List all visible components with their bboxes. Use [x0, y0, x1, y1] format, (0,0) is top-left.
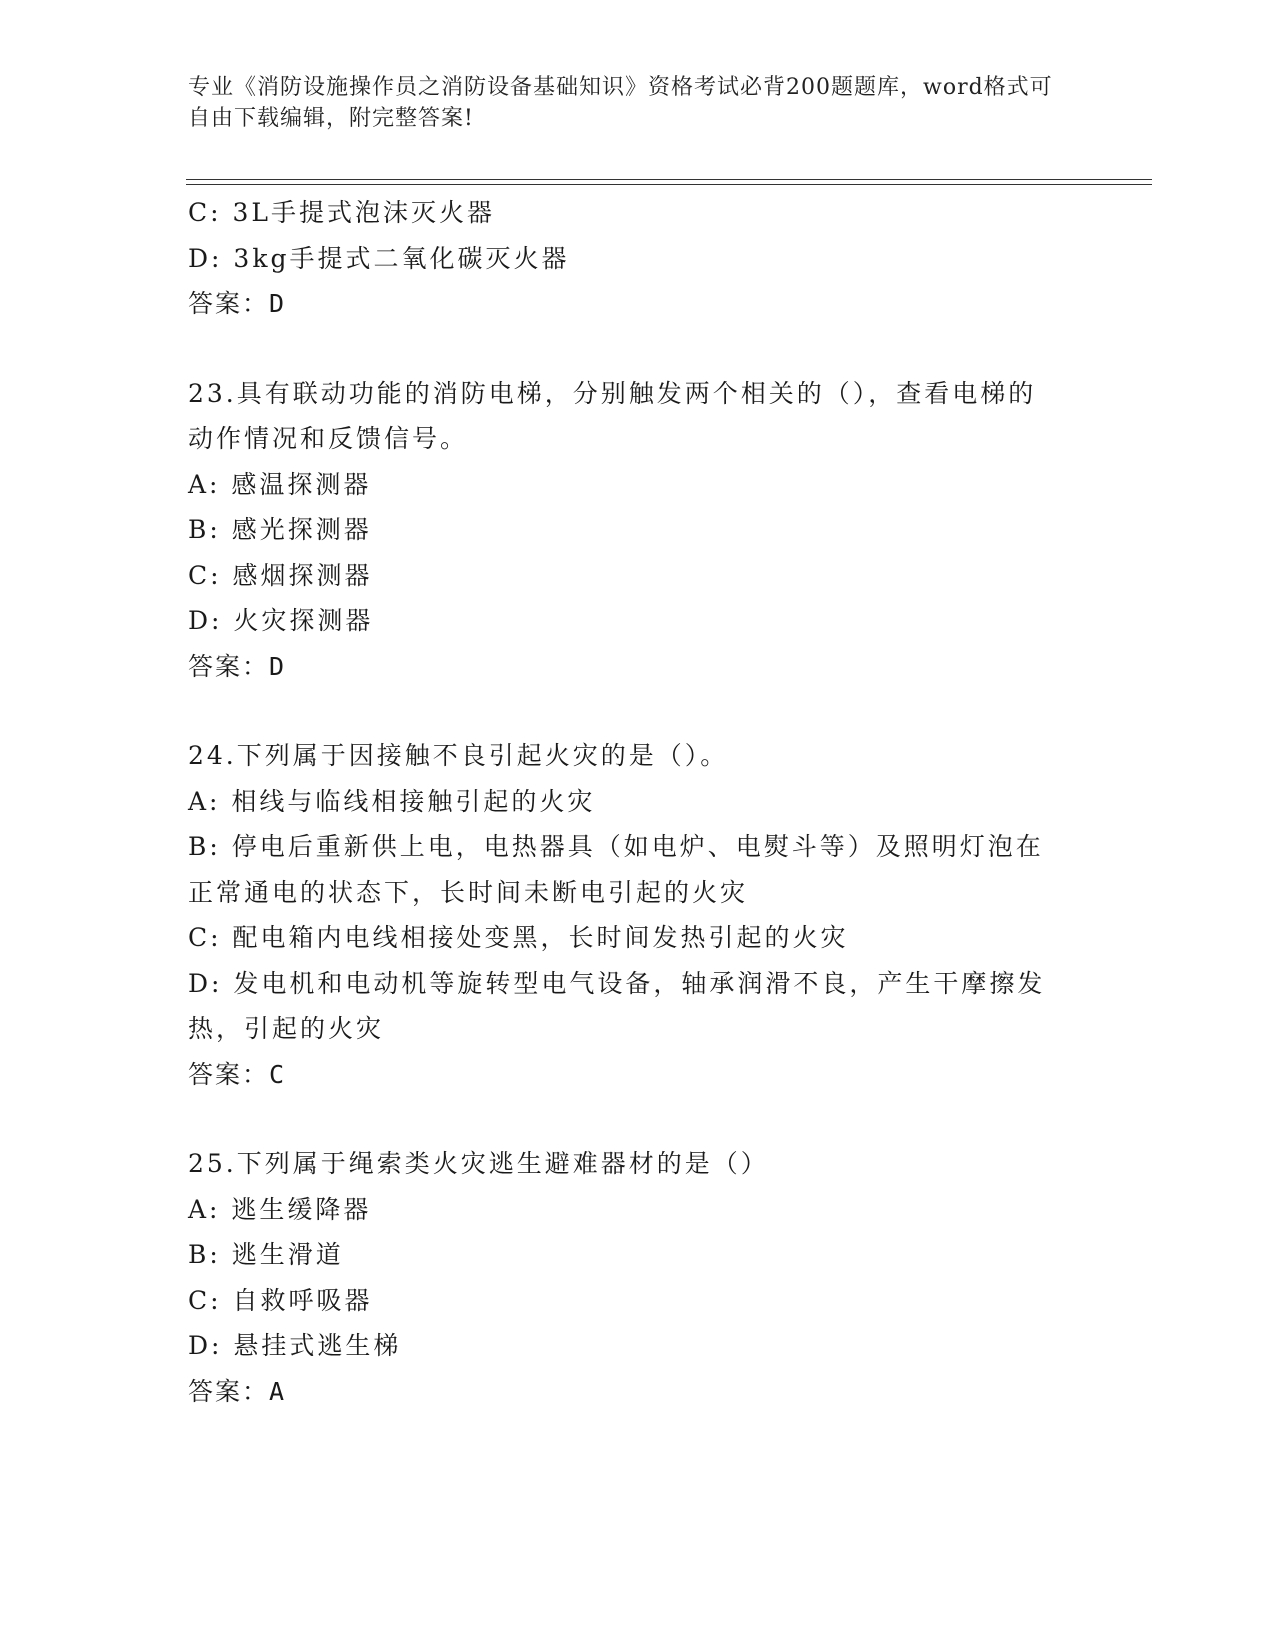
answer-label: 答案： [188, 1376, 270, 1406]
option-a: A: 逃生缓降器 [188, 1194, 372, 1224]
header-divider-top [186, 179, 1152, 180]
question-25 [188, 1141, 1088, 1414]
answer-value: D [269, 651, 285, 681]
option-d: D: 火灾探测器 [188, 606, 374, 635]
document-body [188, 190, 1088, 1414]
option-c: C: 配电箱内电线相接处变黑，长时间发热引起的火灾 [188, 923, 849, 952]
answer-line [188, 281, 1088, 327]
answer-value: D [269, 289, 285, 318]
option-a: A: 感温探测器 [188, 469, 372, 499]
option-b: B: 逃生滑道 [188, 1240, 344, 1269]
answer-value: A [269, 1376, 285, 1406]
option-d: D: 3kg手提式二氧化碳灭火器 [188, 243, 570, 273]
answer-label: 答案： [188, 289, 270, 318]
answer-line [188, 644, 1088, 690]
option-c: C: 自救呼吸器 [188, 1285, 373, 1315]
question-stem: 24.下列属于因接触不良引起火灾的是（）。 [188, 741, 729, 770]
option-b: B: 停电后重新供上电，电热器具（如电炉、电熨斗等）及照明灯泡在正常通电的状态下，长时间未断电引起的火灾 [188, 832, 1044, 907]
option-c: C: 感烟探测器 [188, 560, 373, 590]
option-c: C: 3L手提式泡沫灭火器 [188, 198, 496, 227]
answer-value: C [269, 1059, 285, 1089]
page-header: 专业《消防设施操作员之消防设备基础知识》资格考试必背200题题库，word格式可自由下载编辑，附完整答案! [188, 75, 1053, 131]
answer-line [188, 1369, 1088, 1415]
option-d: D: 发电机和电动机等旋转型电气设备，轴承润滑不良，产生干摩擦发热，引起的火灾 [188, 968, 1046, 1043]
question-24 [188, 733, 1088, 1097]
question-stem: 23.具有联动功能的消防电梯，分别触发两个相关的（），查看电梯的动作情况和反馈信号。 [188, 378, 1037, 453]
answer-line [188, 1052, 1088, 1098]
option-b: B: 感光探测器 [188, 515, 372, 544]
option-a: A: 相线与临线相接触引起的火灾 [188, 786, 596, 816]
option-d: D: 悬挂式逃生梯 [188, 1331, 402, 1360]
answer-label: 答案： [188, 651, 270, 681]
header-divider-bottom [186, 184, 1152, 185]
answer-label: 答案： [188, 1059, 270, 1089]
question-23 [188, 371, 1088, 690]
question-stem: 25.下列属于绳索类火灾逃生避难器材的是（） [188, 1149, 769, 1178]
continuation-block [188, 190, 1088, 327]
